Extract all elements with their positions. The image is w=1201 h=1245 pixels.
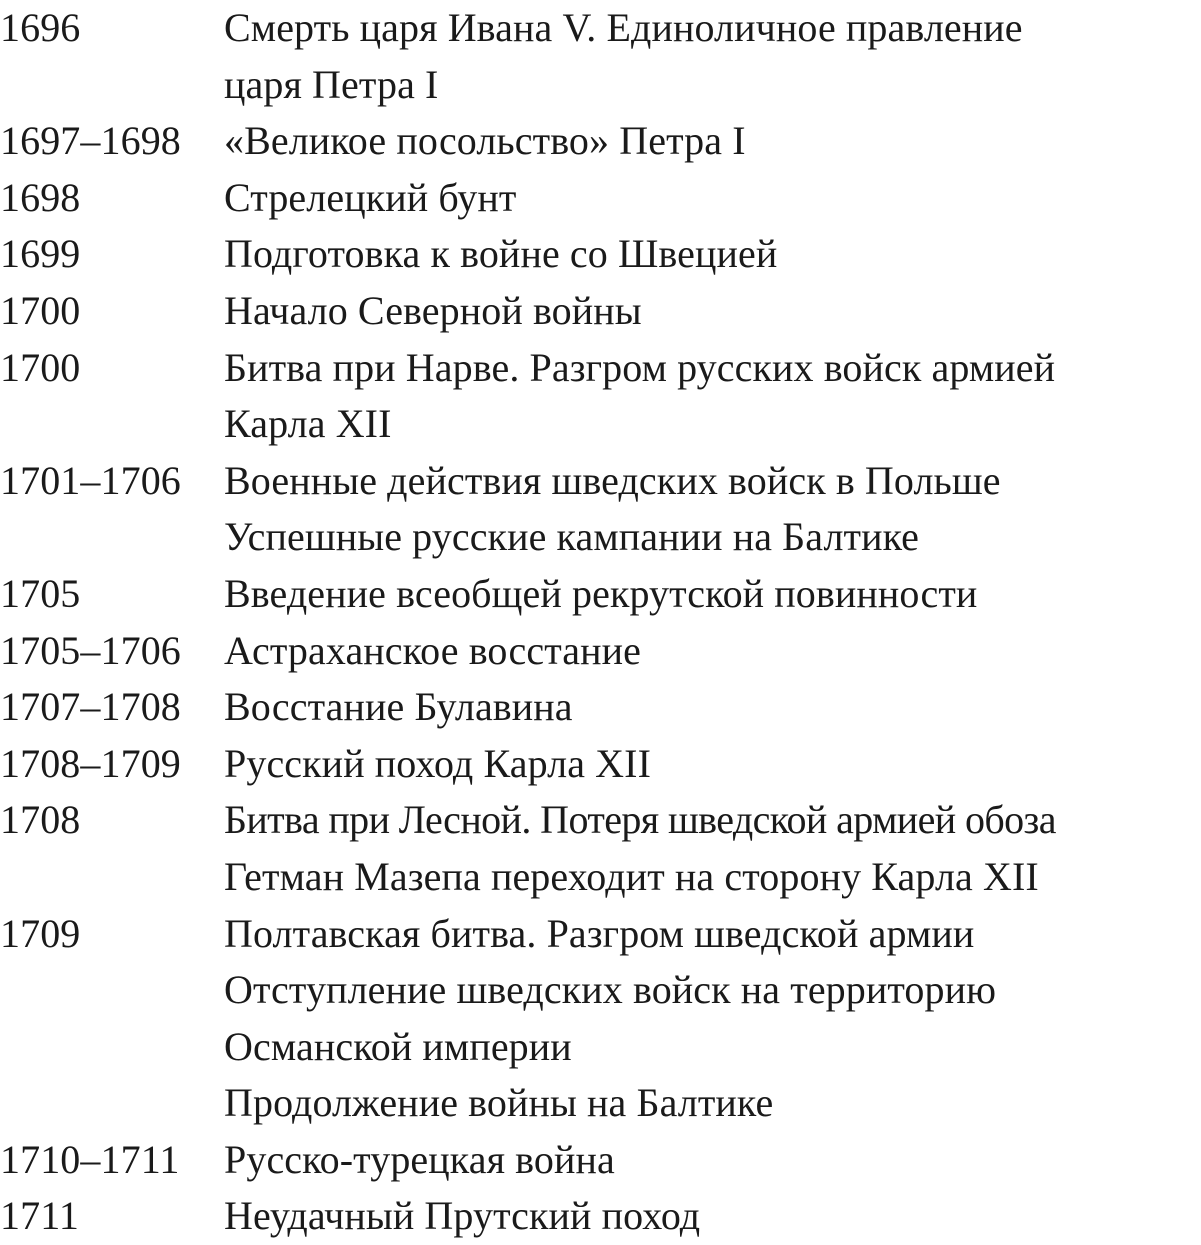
chronology-row: [0, 906, 1201, 963]
event-description: Гетман Мазепа переходит на сторону Карла XII: [224, 853, 1039, 899]
event-year: 1708: [0, 797, 81, 843]
event-description: Смерть царя Ивана V. Единоличное правление: [224, 5, 1023, 50]
event-description: Неудачный Прутский поход: [224, 1193, 701, 1239]
chronology-row-continuation: [0, 1019, 1201, 1076]
event-description: Отступление шведских войск на территорию: [224, 967, 997, 1013]
event-description: «Великое посольство» Петра I: [224, 118, 746, 164]
event-year: 1710–1711: [0, 1136, 180, 1182]
chronology-row: [0, 113, 1201, 170]
chronology-row-continuation: [0, 1075, 1201, 1132]
chronology-row-continuation: [0, 849, 1201, 906]
event-year: 1700: [0, 344, 81, 390]
chronology-row: [0, 792, 1201, 849]
chronology-row: [0, 170, 1201, 227]
event-year: 1698: [0, 174, 81, 220]
event-year: 1705–1706: [0, 627, 181, 673]
event-description: Подготовка к войне со Швецией: [224, 231, 778, 277]
chronology-row: [0, 736, 1201, 793]
chronology-row: [0, 226, 1201, 283]
event-description: царя Петра I: [224, 61, 439, 107]
event-year: 1707–1708: [0, 684, 181, 730]
chronology-row: [0, 1132, 1201, 1189]
event-description: Военные действия шведских войск в Польше: [224, 457, 1001, 503]
event-description: Карла XII: [224, 401, 392, 447]
event-year: 1700: [0, 287, 81, 333]
event-year: 1709: [0, 910, 81, 956]
event-year: 1701–1706: [0, 457, 181, 503]
event-description: Продолжение войны на Балтике: [224, 1080, 774, 1126]
chronology-row: [0, 453, 1201, 510]
event-description: Начало Северной войны: [224, 287, 642, 333]
event-year: 1696: [0, 5, 81, 50]
chronology-row: [0, 566, 1201, 623]
chronology-row-continuation: [0, 509, 1201, 566]
chronology-row-continuation: [0, 962, 1201, 1019]
chronology-row-continuation: [0, 396, 1201, 453]
chronology-row-continuation: [0, 57, 1201, 114]
event-year: 1699: [0, 231, 81, 277]
event-description: Восстание Булавина: [224, 684, 573, 730]
event-description: Русско-турецкая война: [224, 1136, 615, 1182]
event-description: Османской империи: [224, 1023, 572, 1069]
event-description: Битва при Лесной. Потеря шведской армией обоза: [224, 797, 1056, 843]
chronology-row: [0, 679, 1201, 736]
event-description: Успешные русские кампании на Балтике: [224, 514, 919, 560]
chronology-row: [0, 623, 1201, 680]
chronology-row: [0, 283, 1201, 340]
chronology-row: [0, 1188, 1201, 1245]
event-description: Введение всеобщей рекрутской повинности: [224, 570, 978, 616]
event-year: 1708–1709: [0, 740, 181, 786]
chronology-row: [0, 340, 1201, 397]
chronology-row: [0, 0, 1201, 57]
event-description: Русский поход Карла XII: [224, 740, 652, 786]
event-year: 1697–1698: [0, 118, 181, 164]
event-description: Стрелецкий бунт: [224, 174, 517, 220]
event-description: Полтавская битва. Разгром шведской армии: [224, 910, 975, 956]
event-description: Астраханское восстание: [224, 627, 642, 673]
event-year: 1705: [0, 570, 81, 616]
event-year: 1711: [0, 1193, 79, 1239]
event-description: Битва при Нарве. Разгром русских войск армией: [224, 344, 1056, 390]
